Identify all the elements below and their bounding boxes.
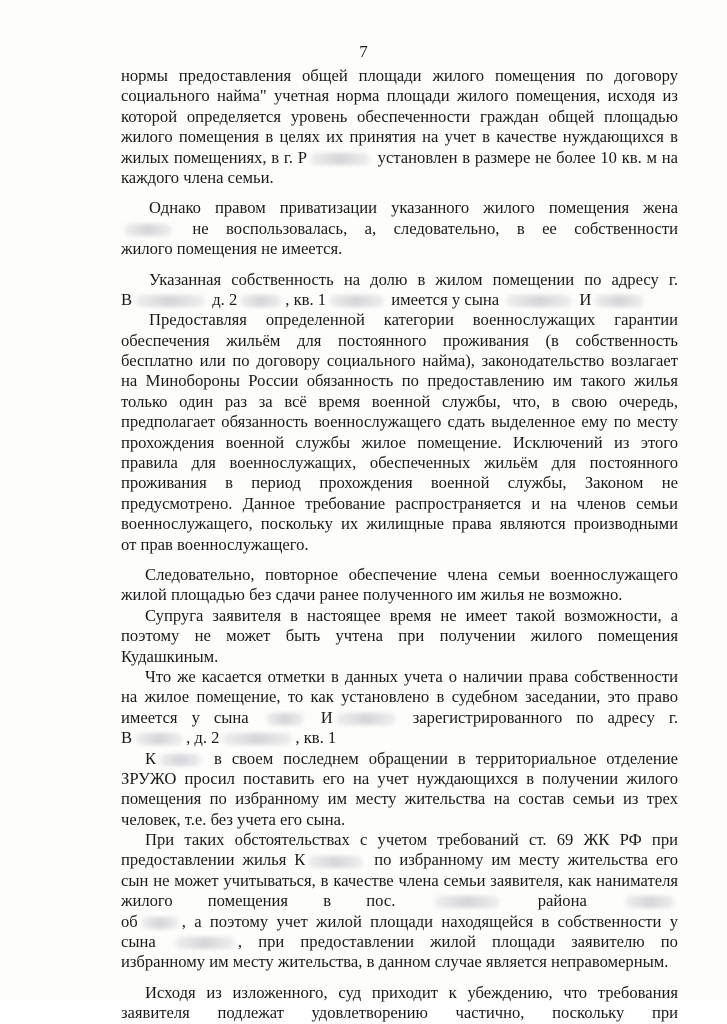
text-line: жилого помещения не имеется. xyxy=(121,239,343,259)
redacted-text xyxy=(310,153,370,165)
text-line: Указанная собственность на долю в жилом помещении по адресу г. xyxy=(149,269,678,289)
redacted-text xyxy=(124,224,172,236)
text-line: поэтому не может быть учтена при получении жилого помещения xyxy=(121,626,678,646)
text-line: социального найма" учетная норма площади жилого помещения, исходя из xyxy=(121,86,678,106)
text-line: каждого члена семьи. xyxy=(121,167,274,187)
redacted-text xyxy=(240,295,282,307)
redacted-text xyxy=(222,733,292,745)
text-line: на жилое помещение, то как установлено в судебном заседании, это право xyxy=(121,687,678,707)
redacted-text xyxy=(159,754,201,766)
text-line: проживания в период прохождения военной службы, Законом не xyxy=(121,473,678,493)
text-line: прохождения военной службы жилое помещение. Исключений из этого xyxy=(121,432,678,452)
text-line: Предоставляя определенной категории военнослужащих гарантии xyxy=(149,310,678,330)
text-line: от прав военнослужащего. xyxy=(121,534,309,554)
text-line: нормы предоставления общей площади жилого помещения по договору xyxy=(121,66,678,85)
text-line: имеется у сына И зарегистрированного по адресу г. xyxy=(121,707,678,727)
text-line: К в своем последнем обращении в территориальное отделение xyxy=(145,748,678,768)
redacted-text xyxy=(625,896,675,908)
redacted-text xyxy=(266,713,304,725)
text-line: заявителя подлежат удовлетворению частично, поскольку при xyxy=(121,1003,678,1023)
text-line: При таких обстоятельствах с учетом требований ст. 69 ЖК РФ при xyxy=(145,830,678,850)
text-line: жилого помещения в целях их принятия на учет в качестве нуждающихся в xyxy=(121,127,678,147)
text-line: не воспользовалась, а, следовательно, в ее собственности xyxy=(121,219,678,239)
text-line: человек, т.е. без учета его сына. xyxy=(121,809,346,829)
redacted-text xyxy=(135,733,183,745)
text-line: помещения по избранному им месту жительства на состав семьи из трех xyxy=(121,789,678,809)
paragraph-gap xyxy=(121,260,678,270)
text-line: жилой площадью без сдачи ранее полученного им жилья не возможно. xyxy=(121,585,623,605)
text-line: жилого помещения в пос. района xyxy=(121,891,678,911)
redacted-text xyxy=(175,937,235,949)
redacted-text xyxy=(434,896,500,908)
text-line: ЗРУЖО просил поставить его на учет нуждающихся в получении жилого xyxy=(121,768,678,788)
text-line: правила для военнослужащих, обеспеченных жильём для постоянного xyxy=(121,453,678,473)
text-line: Исходя из изложенного, суд приходит к убеждению, что требования xyxy=(145,982,678,1002)
text-line: предусмотрено. Данное требование распространяется и на членов семьи xyxy=(121,493,678,513)
text-line: об , а поэтому учет жилой площади находящейся в собственности у xyxy=(121,911,678,931)
text-line: Что же касается отметки в данных учета о наличии права собственности xyxy=(145,666,678,686)
text-line: только один раз за всё время военной службы, что, в свою очередь, xyxy=(121,391,678,411)
text-line: Кудашкиным. xyxy=(121,646,219,666)
text-line: В д. 2 , кв. 1 имеется у сына И xyxy=(121,290,678,310)
page-number: 7 xyxy=(359,42,368,61)
redacted-text xyxy=(329,295,384,307)
text-line: на Минобороны России обязанность по предоставлению им такого жилья xyxy=(121,371,678,391)
text-line: предоставлении жилья К по избранному им месту жительства его xyxy=(121,850,678,870)
text-line: которой определяется уровень обеспеченности граждан общей площадью xyxy=(121,106,678,126)
paragraph-gap xyxy=(121,555,678,565)
redacted-text xyxy=(506,295,572,307)
text-line: сын не может учитываться, в качестве члена семьи заявителя, как нанимателя xyxy=(121,870,678,890)
redacted-text xyxy=(141,917,179,929)
document-body xyxy=(121,66,678,1024)
text-line: Однако правом приватизации указанного жилого помещения жена xyxy=(149,198,678,218)
redacted-text xyxy=(594,295,644,307)
paragraph-gap xyxy=(121,973,678,983)
text-line: Следовательно, повторное обеспечение члена семьи военнослужащего xyxy=(145,564,678,584)
text-line: бесплатно или по договору социального найма), законодательство возлагает xyxy=(121,351,678,371)
redacted-text xyxy=(336,713,396,725)
text-line: жилых помещениях, в г. Р установлен в размере не более 10 кв. м на xyxy=(121,147,678,167)
text-line: Супруга заявителя в настоящее время не имеет такой возможности, а xyxy=(145,605,678,625)
text-line: предполагает обязанность военнослужащего сдать выделенное ему по месту xyxy=(121,412,678,432)
redacted-text xyxy=(308,856,363,868)
text-line: военнослужащего, поскольку их жилищные права являются производными xyxy=(121,514,678,534)
text-line: избранному им месту жительства, в данном случае является неправомерным. xyxy=(121,952,669,972)
text-line: сына , при предоставлении жилой площади заявителю по xyxy=(121,932,678,952)
text-line: обеспечения жильём для постоянного проживания (в собственность xyxy=(121,330,678,350)
text-line: В , д. 2 , кв. 1 xyxy=(121,728,337,748)
redacted-text xyxy=(135,295,205,307)
paragraph-gap xyxy=(121,188,678,198)
